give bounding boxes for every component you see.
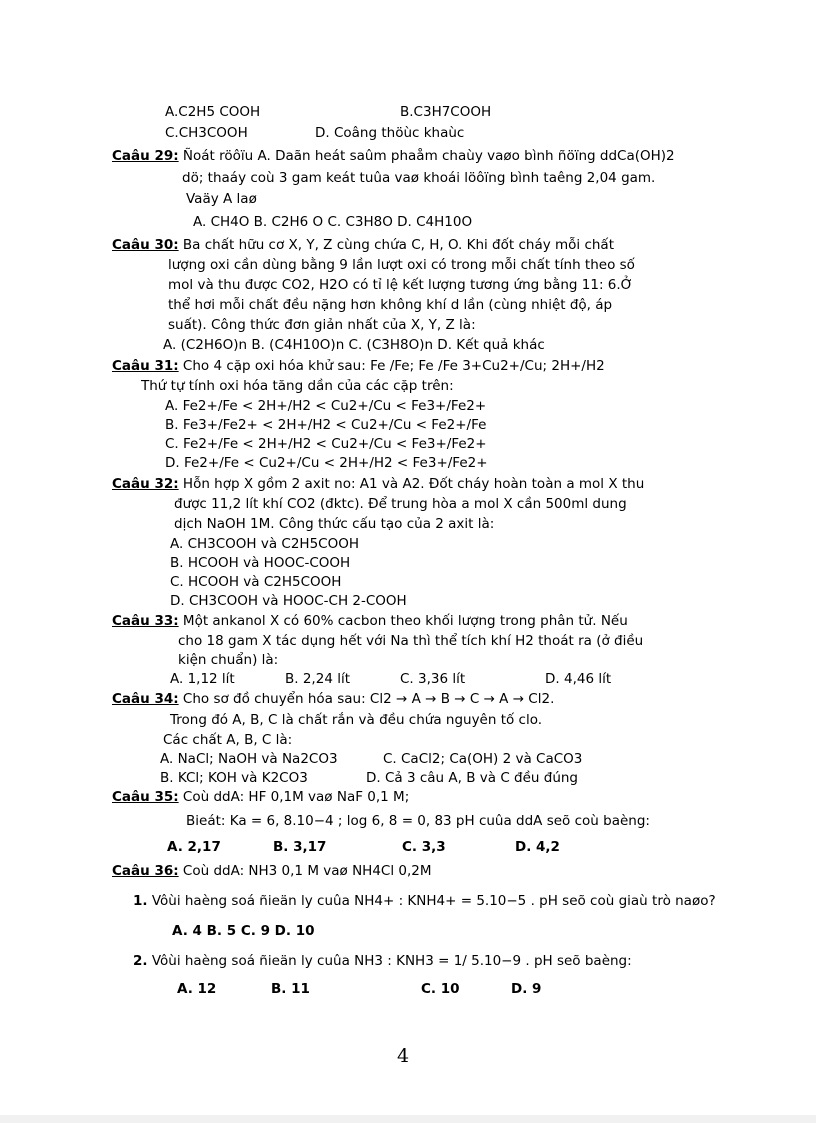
text-line	[133, 892, 716, 910]
text-line	[178, 651, 278, 669]
question-label: Caâu 30:	[112, 237, 179, 253]
text-line	[165, 435, 487, 453]
text-line	[165, 416, 486, 434]
text-line	[170, 573, 341, 591]
line-text: Vôùi haèng soá ñieän ly cuûa NH4+ : KNH4+ = 5.10−5 . pH seõ coù giaù trò naøo?	[147, 893, 716, 909]
line-text: B. Fe3+/Fe2+ < 2H+/H2 < Cu2+/Cu < Fe2+/Fe	[165, 417, 487, 433]
text-line	[515, 838, 560, 856]
text-line	[168, 256, 635, 274]
text-line	[545, 670, 611, 688]
text-line	[112, 475, 644, 493]
text-line	[163, 336, 545, 354]
line-text: được 11,2 lít khí CO2 (đktc). Để trung hòa a mol X cần 500ml dung	[174, 496, 627, 512]
bold-text: C. 10	[421, 981, 460, 997]
line-text: Thứ tự tính oxi hóa tăng dần của các cặp trên:	[141, 378, 454, 394]
line-text: D. Cả 3 câu A, B và C đều đúng	[366, 770, 579, 786]
question-label: Caâu 35:	[112, 789, 179, 805]
text-line	[167, 838, 221, 856]
line-text: Vaäy A laø	[186, 191, 257, 207]
line-text: C. 3,36 lít	[400, 671, 466, 687]
question-label: Caâu 33:	[112, 613, 179, 629]
text-line	[174, 495, 627, 513]
text-line	[273, 838, 326, 856]
text-line	[193, 213, 472, 231]
text-line	[112, 690, 554, 708]
text-line	[174, 515, 494, 533]
line-text: A. Fe2+/Fe < 2H+/H2 < Cu2+/Cu < Fe3+/Fe2+	[165, 398, 487, 414]
line-text: C. HCOOH và C2H5COOH	[170, 574, 342, 590]
bold-text: A. 2,17	[167, 839, 221, 855]
text-line	[170, 592, 407, 610]
line-text: Vôùi haèng soá ñieän ly cuûa NH3 : KNH3 = 1/ 5.10−9 . pH seõ baèng:	[147, 953, 632, 969]
line-text: D. CH3COOH và HOOC-CH 2-COOH	[170, 593, 407, 609]
line-text: B.C3H7COOH	[400, 104, 492, 120]
line-text: Bieát: Ka = 6, 8.10−4 ; log 6, 8 = 0, 83 pH cuûa ddA seõ coù baèng:	[186, 813, 650, 829]
text-line	[315, 124, 464, 142]
text-line	[160, 750, 338, 768]
line-text: dịch NaOH 1M. Công thức cấu tạo của 2 axit là:	[174, 516, 495, 532]
line-text: mol và thu được CO2, H2O có tỉ lệ kết lượng tương ứng bằng 11: 6.Ở	[168, 277, 634, 293]
line-text: B. KCl; KOH và K2CO3	[160, 770, 308, 786]
bold-text: B. 11	[271, 981, 310, 997]
line-text: C. CaCl2; Ca(OH) 2 và CaCO3	[383, 751, 583, 767]
question-label: Caâu 29:	[112, 148, 179, 164]
line-text: lượng oxi cần dùng bằng 9 lần lượt oxi có trong mỗi chất tính theo số	[168, 257, 635, 273]
text-line	[383, 750, 582, 768]
line-text: B. HCOOH và HOOC-COOH	[170, 555, 351, 571]
line-text: B. 2,24 lít	[285, 671, 350, 687]
text-line	[402, 838, 446, 856]
text-line	[170, 535, 359, 553]
line-text: Ba chất hữu cơ X, Y, Z cùng chứa C, H, O. Khi đốt cháy mỗi chất	[178, 237, 614, 253]
text-line	[170, 554, 350, 572]
line-text: A. 1,12 lít	[170, 671, 235, 687]
question-label: Caâu 32:	[112, 476, 179, 492]
line-text: thể hơi mỗi chất đều nặng hơn không khí d lần (cùng nhiệt độ, áp	[168, 297, 613, 313]
text-line	[400, 103, 491, 121]
text-line	[165, 454, 488, 472]
line-text: Ñoát röôïu A. Daãn heát saûm phaåm chaùy vaøo bình ñöïng ddCa(OH)2	[178, 148, 675, 164]
line-text: D. Coâng thöùc khaùc	[315, 125, 465, 141]
text-line	[186, 812, 650, 830]
line-text: Hỗn hợp X gồm 2 axit no: A1 và A2. Đốt cháy hoàn toàn a mol X thu	[178, 476, 645, 492]
line-text: Coù ddA: NH3 0,1 M vaø NH4Cl 0,2M	[178, 863, 432, 879]
line-text: Trong đó A, B, C là chất rắn và đều chứa nguyên tố clo.	[170, 712, 543, 728]
text-line	[165, 124, 248, 142]
bold-text: A. 12	[177, 981, 217, 997]
text-line	[366, 769, 578, 787]
bold-text: C. 3,3	[402, 839, 446, 855]
text-line	[511, 980, 541, 998]
line-text: D. Fe2+/Fe < Cu2+/Cu < 2H+/H2 < Fe3+/Fe2+	[165, 455, 488, 471]
page-bottom-strip	[0, 1115, 816, 1123]
text-line	[170, 670, 235, 688]
line-text: kiện chuẩn) là:	[178, 652, 279, 668]
line-text: Coù ddA: HF 0,1M vaø NaF 0,1 M;	[178, 789, 410, 805]
text-line	[186, 190, 257, 208]
text-line	[112, 357, 605, 375]
line-text: A. (C2H6O)n B. (C4H10O)n C. (C3H8O)n D. Kết quả khác	[163, 337, 545, 353]
line-text: C. Fe2+/Fe < 2H+/H2 < Cu2+/Cu < Fe3+/Fe2+	[165, 436, 487, 452]
text-line	[165, 397, 486, 415]
text-line	[112, 236, 614, 254]
page-number: 4	[397, 1045, 410, 1067]
line-text: A. CH4O B. C2H6 O C. C3H8O D. C4H10O	[193, 214, 473, 230]
line-text: dö; thaáy coù 3 gam keát tuûa vaø khoái löôïng bình taêng 2,04 gam.	[182, 170, 656, 186]
line-text: A. CH3COOH và C2H5COOH	[170, 536, 360, 552]
line-text: D. 4,46 lít	[545, 671, 612, 687]
bold-text: A. 4 B. 5 C. 9 D. 10	[172, 923, 315, 939]
line-text: C.CH3COOH	[165, 125, 248, 141]
text-line	[112, 788, 409, 806]
bold-text: D. 4,2	[515, 839, 560, 855]
question-label: Caâu 34:	[112, 691, 179, 707]
text-line	[178, 632, 643, 650]
text-line	[285, 670, 350, 688]
line-text: A. NaCl; NaOH và Na2CO3	[160, 751, 338, 767]
bold-text: B. 3,17	[273, 839, 327, 855]
text-line	[112, 147, 675, 165]
text-line	[133, 952, 632, 970]
text-line	[165, 103, 260, 121]
line-text: Cho 4 cặp oxi hóa khử sau: Fe /Fe; Fe /Fe 3+Cu2+/Cu; 2H+/H2	[178, 358, 605, 374]
line-text: Các chất A, B, C là:	[163, 732, 293, 748]
line-text: cho 18 gam X tác dụng hết với Na thì thể tích khí H2 thoát ra (ở điều	[178, 633, 644, 649]
text-line	[182, 169, 655, 187]
question-label: Caâu 36:	[112, 863, 179, 879]
bold-text: 2.	[133, 953, 148, 969]
line-text: Cho sơ đồ chuyển hóa sau: Cl2 → A → B → C → A → Cl2.	[178, 691, 555, 707]
question-label: Caâu 31:	[112, 358, 179, 374]
bold-text: 1.	[133, 893, 148, 909]
text-line	[271, 980, 310, 998]
text-line	[170, 711, 542, 729]
line-text: Một ankanol X có 60% cacbon theo khối lượng trong phân tử. Nếu	[178, 613, 628, 629]
text-line	[421, 980, 460, 998]
text-line	[112, 862, 432, 880]
text-line	[168, 276, 633, 294]
text-line	[112, 612, 628, 630]
line-text: A.C2H5 COOH	[165, 104, 261, 120]
text-line	[168, 316, 476, 334]
text-line	[172, 922, 314, 940]
text-line	[400, 670, 465, 688]
line-text: suất). Công thức đơn giản nhất của X, Y, Z là:	[168, 317, 476, 333]
text-line	[163, 731, 292, 749]
text-line	[168, 296, 612, 314]
text-line	[141, 377, 454, 395]
text-line	[177, 980, 216, 998]
text-line	[160, 769, 308, 787]
bold-text: D. 9	[511, 981, 542, 997]
